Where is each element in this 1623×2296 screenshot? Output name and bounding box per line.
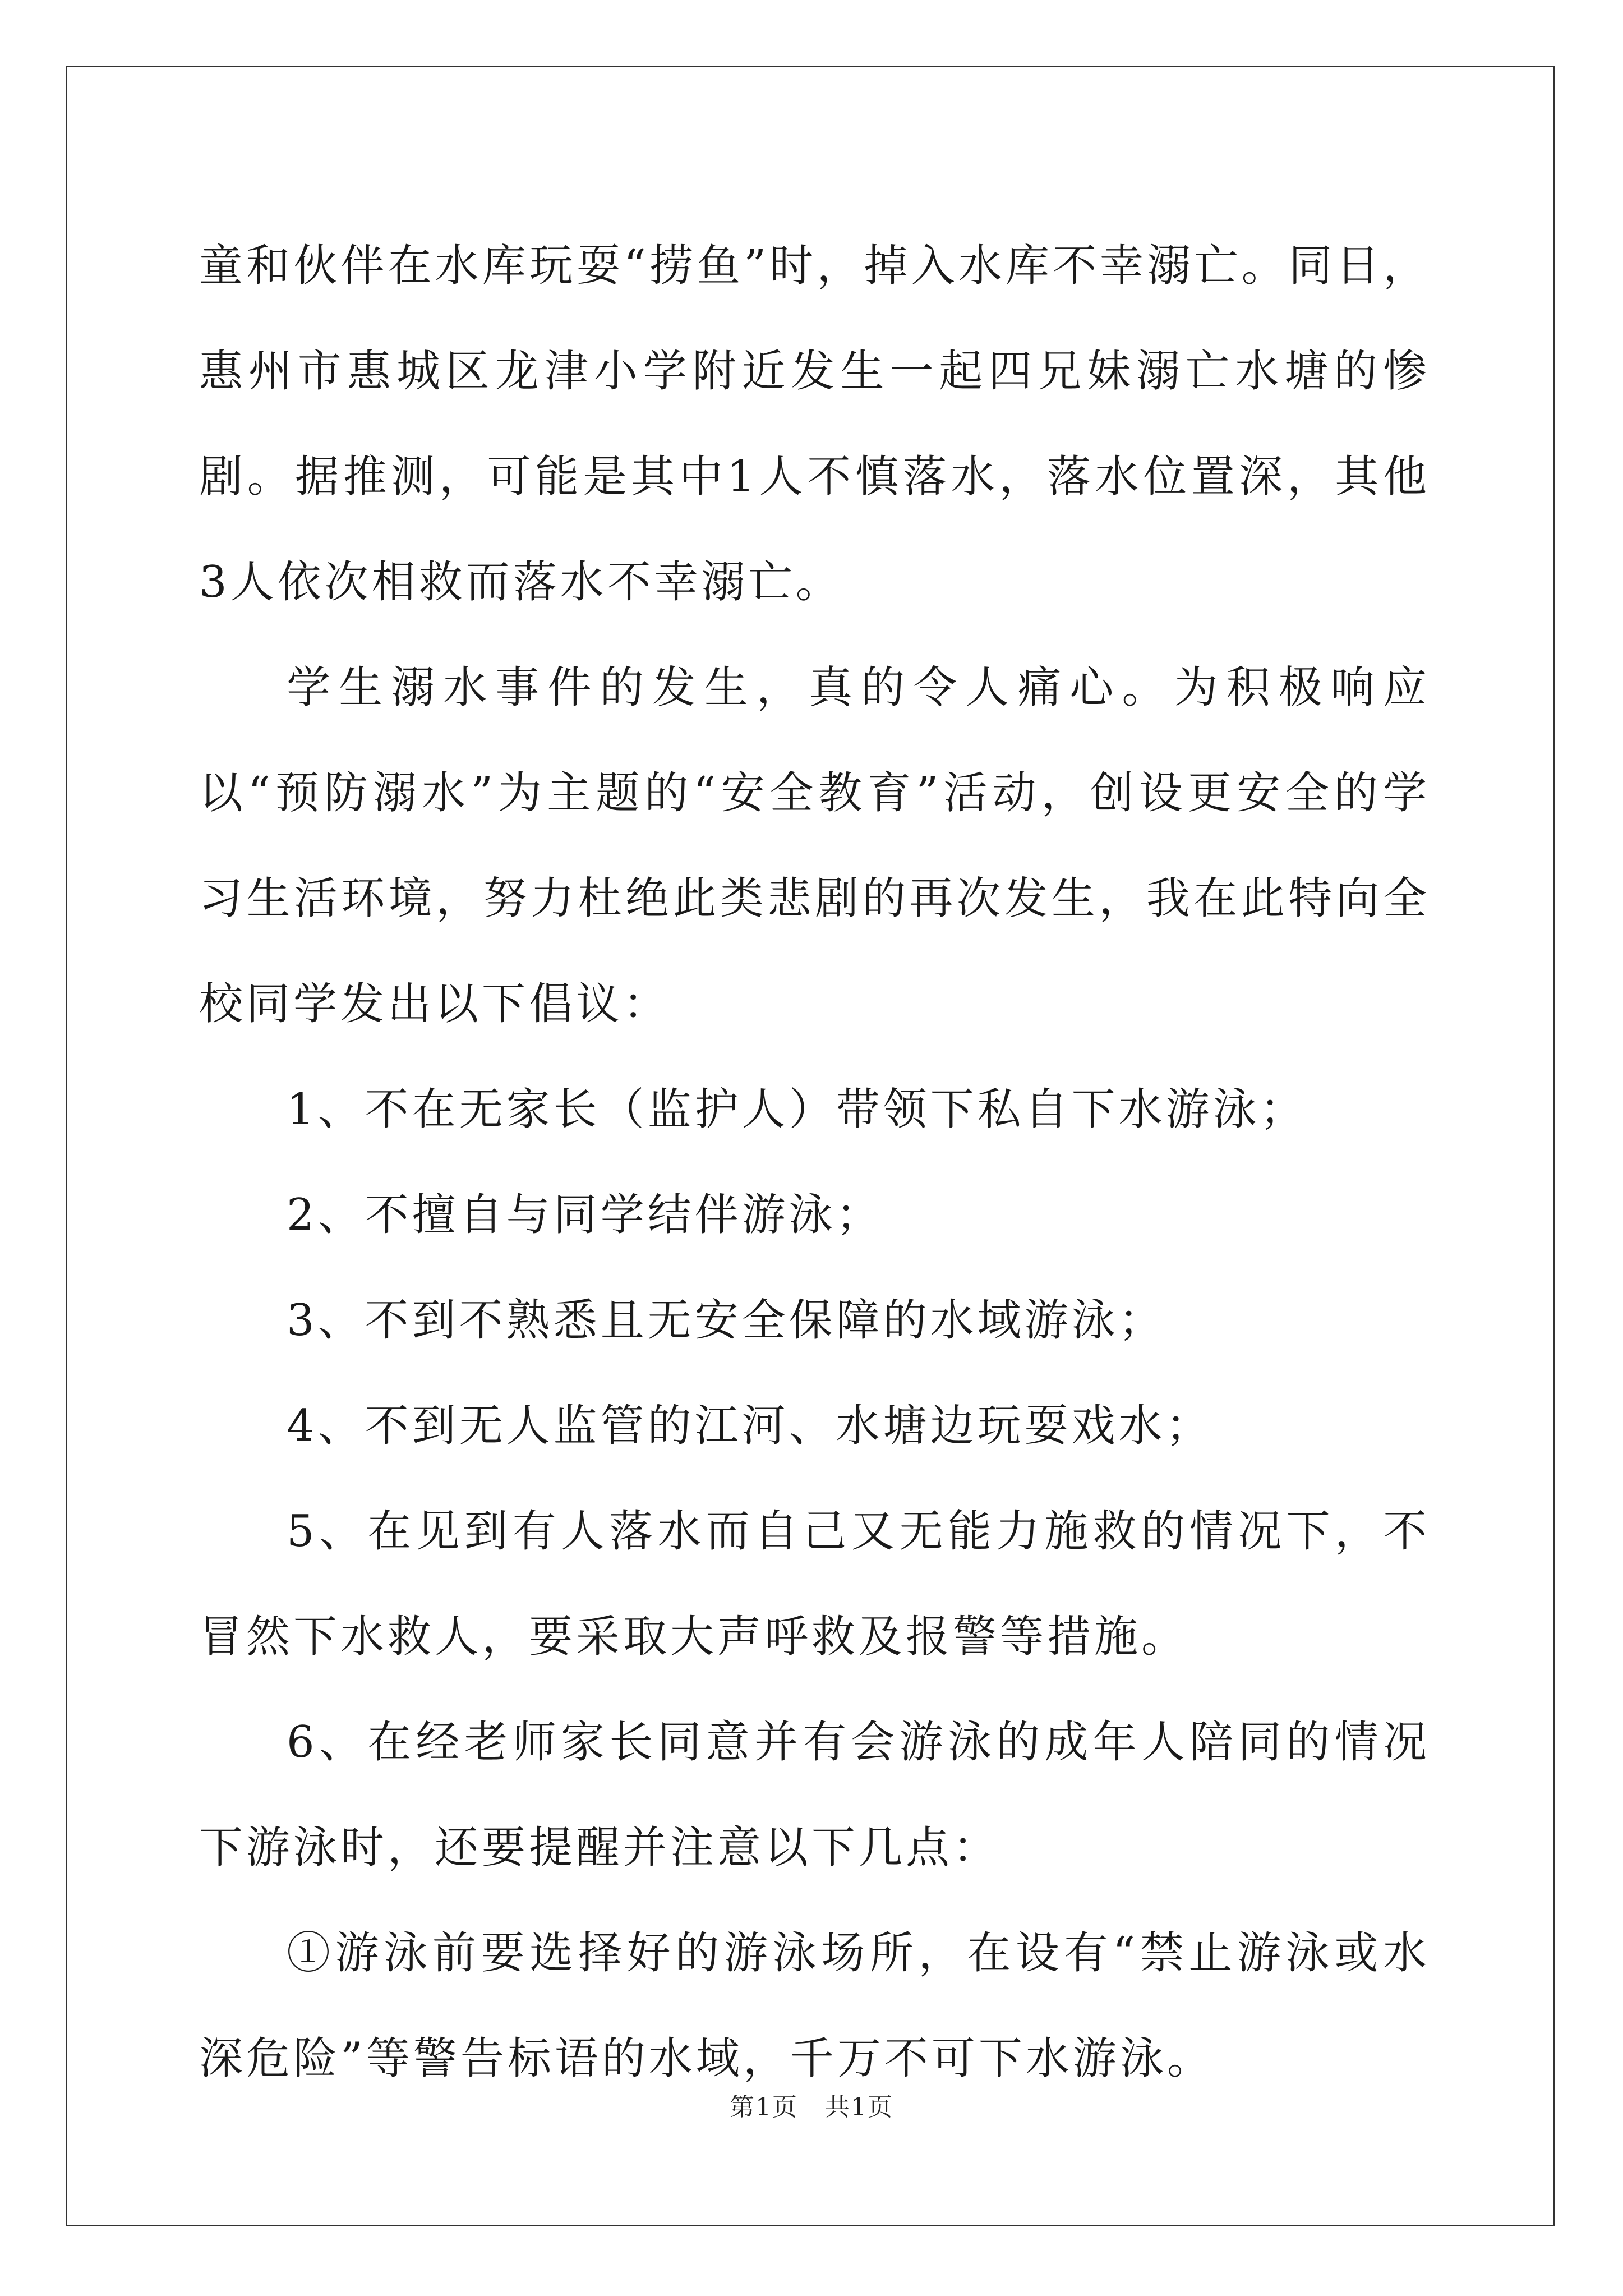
page-footer bbox=[0, 2087, 1623, 2123]
page-total: 共1页 bbox=[824, 2093, 893, 2122]
list-item-2: 2、不擅自与同学结伴游泳； bbox=[287, 1190, 883, 1240]
list-item-6: 6、在经老师家长同意并有会游泳的成年人陪同的情况下游泳时，还要提醒并注意以下几点： bbox=[199, 1717, 1430, 1873]
list-item-3: 3、不到不熟悉且无安全保障的水域游泳； bbox=[287, 1295, 1166, 1346]
document-body bbox=[199, 213, 1430, 2111]
page-number: 第1页 bbox=[730, 2093, 799, 2122]
paragraph-2: 学生溺水事件的发生，真的令人痛心。为积极响应以“预防溺水”为主题的“安全教育”活动，创设更安全的学习生活环境，努力杜绝此类悲剧的再次发生，我在此特向全校同学发出以下倡议： bbox=[199, 662, 1430, 1029]
paragraph-1: 童和伙伴在水库玩耍“捞鱼”时，掉入水库不幸溺亡。同日，惠州市惠城区龙津小学附近发生一起四兄妹溺亡水塘的惨剧。据推测，可能是其中1人不慎落水，落水位置深，其他3人依次相救而落水不幸溺亡。 bbox=[199, 241, 1430, 608]
sub-item-1: ①游泳前要选择好的游泳场所，在设有“禁止游泳或水深危险”等警告标语的水域，千万不可下水游泳。 bbox=[199, 1928, 1430, 2084]
list-item-1: 1、不在无家长（监护人）带领下私自下水游泳； bbox=[287, 1084, 1307, 1135]
list-item-4: 4、不到无人监管的江河、水塘边玩耍戏水； bbox=[287, 1401, 1213, 1451]
list-item-5: 5、在见到有人落水而自己又无能力施救的情况下，不冒然下水救人，要采取大声呼救及报警等措施。 bbox=[199, 1506, 1430, 1662]
